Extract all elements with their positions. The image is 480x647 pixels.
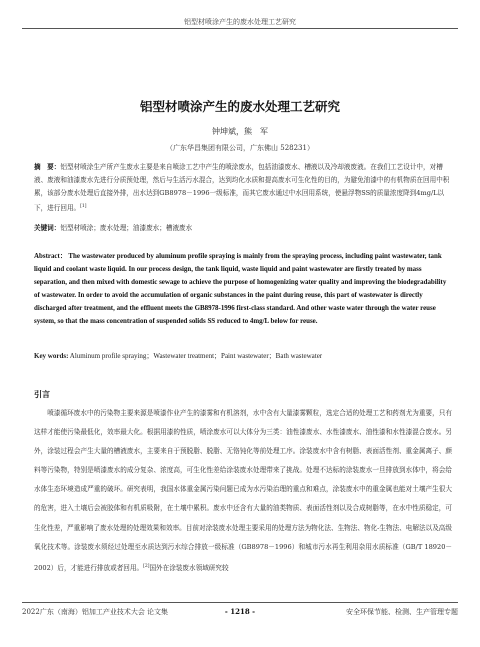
footer-proceedings: 2022广东（南海）铝加工产业技术大会 论文集 [22,608,169,616]
intro-text: 喷漆循环废水中的污染物主要来源是喷漆作业产生的漆雾和有机溶剂，水中含有大量漆雾颗粒，选定合适的处理工艺和药剂尤为重要，只有这样才能使污染最低化，效率最大化。根据用漆的性质，喷涂废水可以大体分为三类：油性漆废水、水性漆废水、油性漆和水性漆混合废水。另外，涂装过程会产生大量的槽液废水，主要来自于预脱脂、脱脂、无铬钝化等前处理工序。涂装废水中含有树脂、表面活性剂、重金属离子、颜料等污染物，特别是喷漆废水的成分复杂、浓度高，可生化性差给涂装废水处理带来了挑战。处理不达标的涂装废水一旦排放到水体中，将会给水体生态环境造成严重的破坏。研究表明，我国水体重金属污染问题已成为水污染治理的重点和难点，涂装废水中的重金属也能对土壤产生很大的危害，进入土壤后会被胶体和有机质吸附，在土壤中累积。废水中还含有大量的油类物质、表面活性剂以及合成树脂等，在水中性质稳定，可生化性差，严重影响了废水处理的处理效果和效率。目前对涂装废水处理主要采用的处理方法为物化法、生物法、物化-生物法、电解法以及高级氧化技术等。涂装废水须经过处理至水质达到污水综合排放一级标准（GB8978－1996）和城市污水再生利用杂用水质标准（GB/T 18920－2002）后，才能进行排放或者回用。 [34,409,452,572]
running-head: 铝型材喷涂产生的废水处理工艺研究 [184,18,296,26]
keywords-en [34,350,450,362]
keywords-cn-label: 关键词： [34,224,61,232]
section-heading-introduction: 引言 [34,390,50,399]
keywords-en-text: Aluminum profile spraying；Wastewater treatment；Paint wastewater；Bath wastewater [69,352,323,360]
keywords-cn-text: 铝型材喷涂；废水处理；油漆废水；槽液废水 [60,224,193,232]
authors: 钟坤斌，熊 军 [212,127,268,136]
intro-tail: 国外在涂装废水领域研究较 [149,563,229,572]
paper-title: 铝型材喷涂产生的废水处理工艺研究 [139,99,340,114]
footer-rule [22,602,458,603]
abstract-en [34,250,450,329]
abstract-cn-label: 摘 要： [34,163,61,171]
intro-ref: [2] [143,563,150,569]
header-rule [22,28,458,29]
page-number: - 1218 - [224,607,256,616]
keywords-cn [34,222,450,234]
abstract-en-text: The wastewater produced by aluminum profile spraying is mainly from the spraying process, including paint wastewater, tank liquid and coolant waste liquid. In our process design, the tank liquid, waste liquid and paint wastewater are firstly treated by mass separation, and then mixed with domestic sewage to achieve the purpose of homogenizing water quality and improving the biodegradability of wastewater. In order to avoid the accumulation of organic substances in the paint during reuse, this part of wastewater is directly discharged after treatment, and the effluent meets the GB8978-1996 first-class standard. And other waste water through the water reuse system, so that the mass concentration of suspended solids SS reduced to 4mg/L below for reuse. [34,252,447,326]
abstract-cn-ref: [1] [80,204,87,209]
abstract-cn [34,161,450,215]
abstract-en-label: Abstract： [34,252,67,260]
keywords-en-label: Key words: [34,352,69,360]
footer-topic: 安全环保节能、检测、生产管理专题 [346,608,458,616]
introduction-paragraph [34,404,452,578]
abstract-cn-text: 铝型材喷涂生产所产生废水主要是来自喷涂工艺中产生的喷涂废水，包括油漆废水、槽液以及冷却液废液。在我们工艺设计中，对槽液、废液和油漆废水先进行分质预处理，然后与生活污水混合，达到均化水质和提高废水可生化性的目的，为避免油漆中的有机物质在回用中积累，该部分废水处理后直接外排，出水达到GB8978－1996一级标准，而其它废水通过中水回用系统，使悬浮物SS的质量浓度降到4mg/L以下，进行回用。 [34,163,450,213]
affiliation: （广东华昌集团有限公司，广东佛山 528231） [166,144,314,152]
